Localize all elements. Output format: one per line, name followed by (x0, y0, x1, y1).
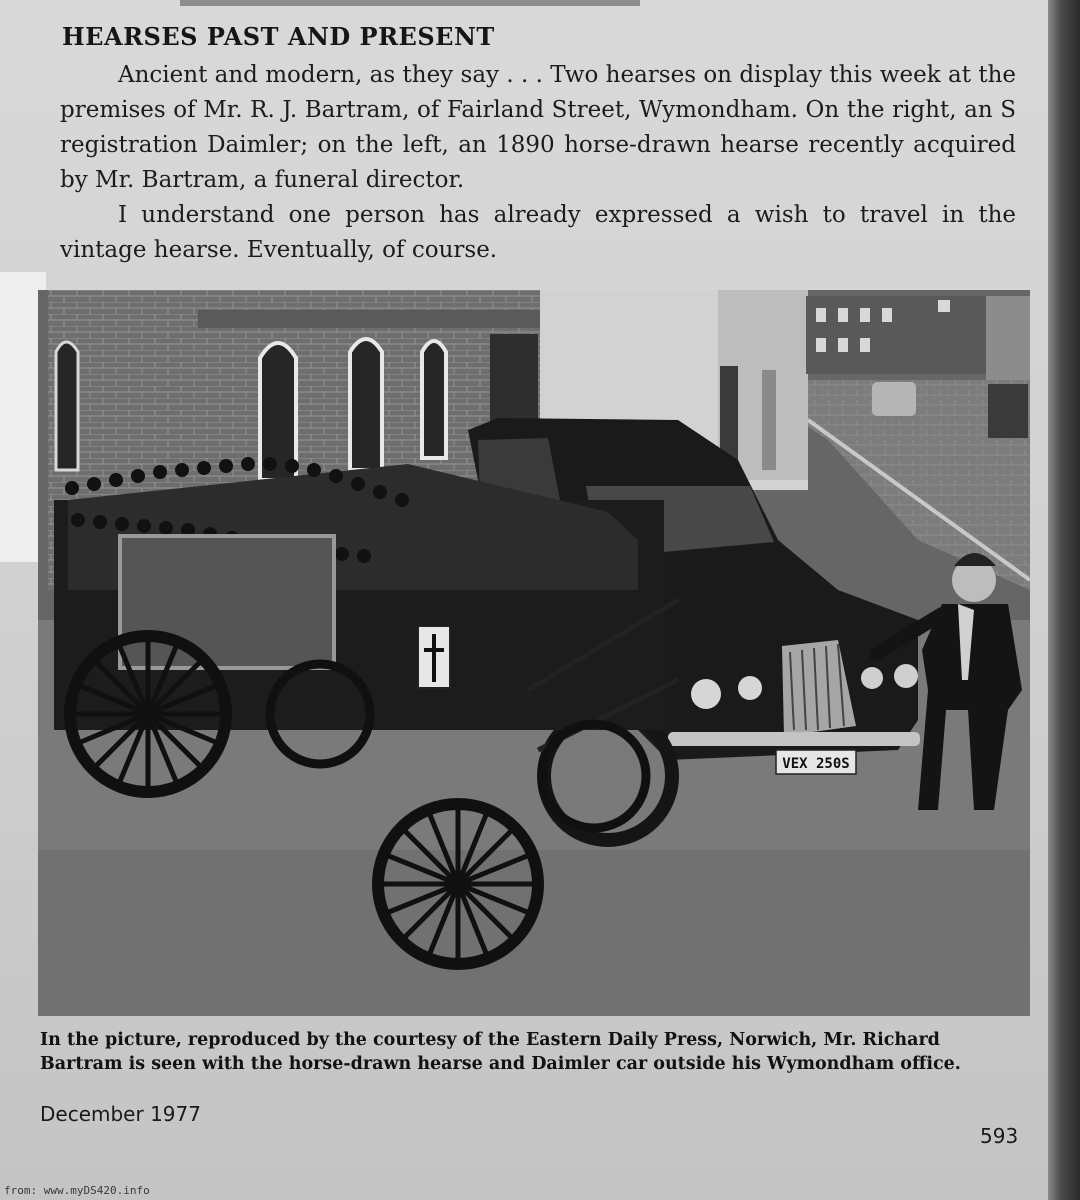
source-watermark: from: www.myDS420.info (4, 1184, 150, 1197)
background-houses (806, 296, 986, 374)
hearse-glass-panel (120, 536, 334, 668)
hearses-photograph (38, 290, 1030, 1016)
photo-illustration (38, 290, 1030, 1016)
article-paragraph-2: I understand one person has already expressed a wish to travel in the vintage hearse. Eventually, of course. (60, 202, 1016, 263)
book-spine-shadow (1048, 0, 1080, 1200)
number-plate-text: VEX 250S (782, 756, 850, 772)
photo-caption: In the picture, reproduced by the courtesy of the Eastern Daily Press, Norwich, Mr. Richard Bartram is seen with the horse-drawn hearse and Daimler car outside his Wymondham office. (40, 1030, 961, 1074)
issue-date: December 1977 (40, 1102, 201, 1126)
parked-van (988, 384, 1028, 438)
page-number: 593 (980, 1124, 1019, 1148)
article-paragraph-1: Ancient and modern, as they say . . . Two hearses on display this week at the premises of Mr. R. J. Bartram, of Fairland Street, Wymondham. On the right, an S registration Daimler; on the left, an 1890 horse-drawn hearse recently acquired by Mr. Bartram, a funeral director. (60, 62, 1016, 193)
article-heading: HEARSES PAST AND PRESENT (62, 22, 495, 51)
article-body (60, 58, 1016, 268)
distant-car (872, 382, 916, 416)
previous-heading-fragment (180, 0, 640, 6)
